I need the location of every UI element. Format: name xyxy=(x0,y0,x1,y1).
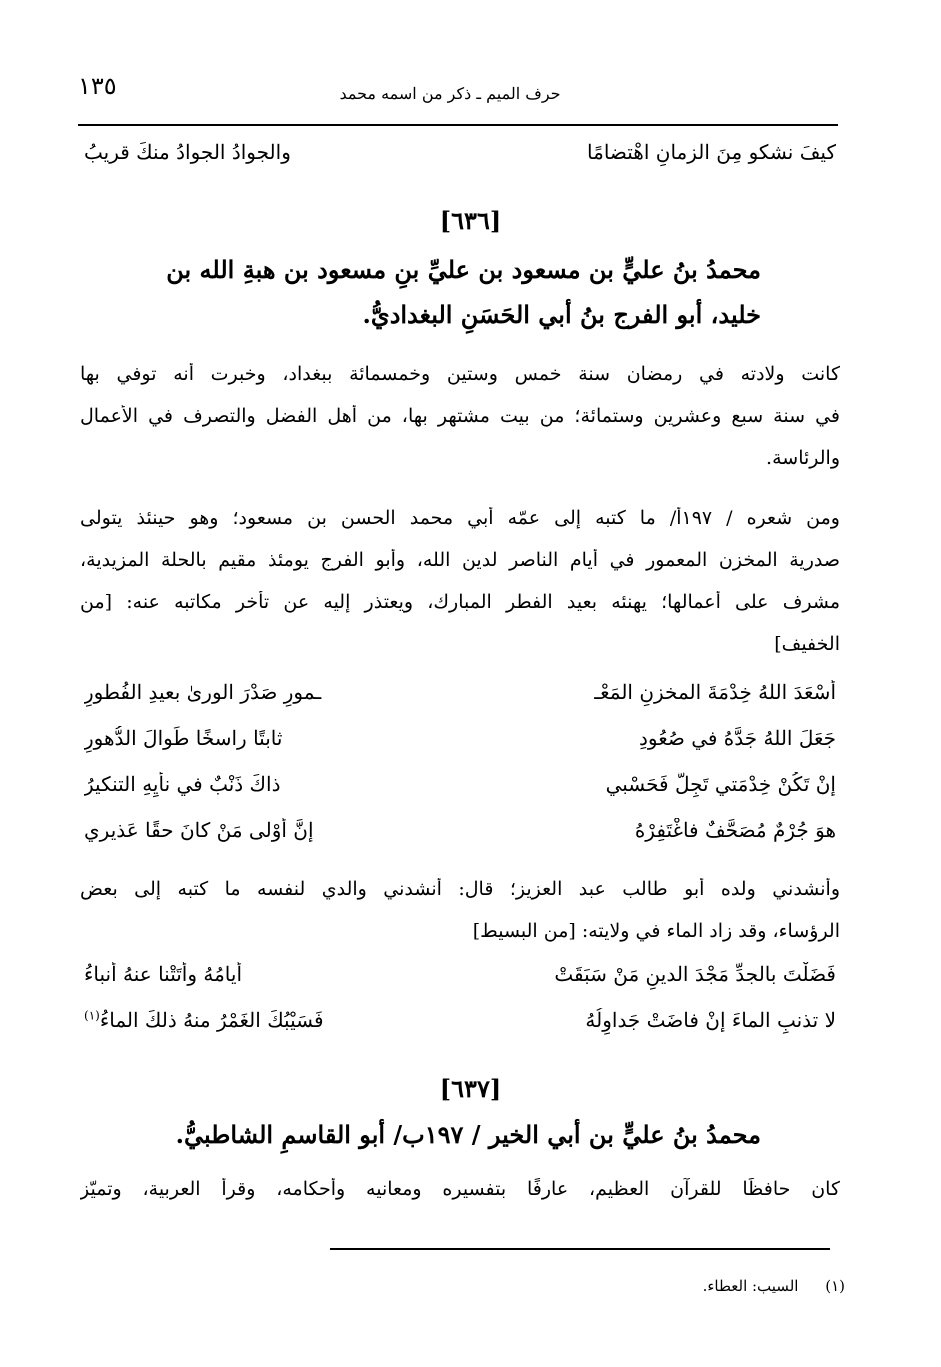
verse-line xyxy=(84,772,836,812)
footnote-text: السيب: العطاء. xyxy=(702,1277,799,1295)
entry-number: [٦٣٦] xyxy=(439,206,502,235)
paragraph-line: كانت ولادته في رمضان سنة خمس وستين وخمسمائة ببغداد، وخبرت أنه توفي بها xyxy=(80,363,840,385)
verse-hemistich-first: إنْ تَكُنْ خِدْمَتي تَجِلُّ فَحَسْبي xyxy=(605,772,836,796)
verse-hemistich-first: جَعَلَ اللهُ جَدَّهُ في صُعُودِ xyxy=(638,726,836,750)
entry-number: [٦٣٧] xyxy=(439,1074,502,1103)
verse-line xyxy=(84,818,836,858)
verse-line xyxy=(84,962,836,1002)
entry-heading-line: خليد، أبو الفرج بنُ أبي الحَسَنِ البغداديُّ. xyxy=(362,300,761,329)
verse-hemistich-first: لا تذنبِ الماءَ إنْ فاضَتْ جَداوِلُهُ xyxy=(585,1008,836,1032)
paragraph-line: الخفيف] xyxy=(774,633,840,655)
verse-hemistich-second: أيامُهُ وأَتَتْنا عنهُ أنباءُ xyxy=(84,962,243,986)
footnote-number: (١) xyxy=(825,1277,845,1295)
paragraph-line: صدرية المخزن المعمور في أيام الناصر لدين الله، وأبو الفرج يومئذ مقيم بالحلة المزيدية، xyxy=(80,549,840,571)
paragraph-line: كان حافظًا للقرآن العظيم، عارفًا بتفسيره ومعانيه وأحكامه، وقرأ العربية، وتميّز xyxy=(80,1178,840,1200)
footnote-rule xyxy=(330,1248,830,1250)
verse-hemistich-first: كيفَ نشكو مِنَ الزمانِ اهْتضامًا xyxy=(587,140,836,164)
verse-hemistich-first: هوَ جُرْمٌ مُصَحَّفٌ فاغْتَفِرْهُ xyxy=(634,818,836,842)
verse-hemistich-first: فَضَلْتَ بالجدِّ مَجْدَ الدينِ مَنْ سَبَقَتْ xyxy=(554,962,836,986)
verse-hemistich-second: والجوادُ الجوادُ منكَ قريبُ xyxy=(84,140,291,164)
verse-hemistich-second xyxy=(84,1008,460,1048)
verse-hemistich-second: ـمورِ صَدْرَ الورىٰ بعيدِ الفُطورِ xyxy=(84,680,322,704)
verse-hemistich-first: أسْعَدَ اللهُ خِدْمَةَ المخزنِ المَعْـ xyxy=(594,680,836,704)
entry-heading-line: محمدُ بنُ عليٍّ بن أبي الخير / ١٩٧ب/ أبو القاسمِ الشاطبيُّ. xyxy=(175,1120,761,1149)
verse-line xyxy=(84,140,836,180)
paragraph-line: وأنشدني ولده أبو طالب عبد العزيز؛ قال: أنشدني والدي لنفسه ما كتبه إلى بعض xyxy=(80,878,840,900)
verse-hemistich-second: ثابتًا راسخًا طَوالَ الدُّهورِ xyxy=(84,726,283,750)
footnote xyxy=(703,1277,845,1295)
paragraph-line: والرئاسة. xyxy=(766,447,840,469)
running-title: حرف الميم ـ ذكر من اسمه محمد xyxy=(339,84,561,103)
paragraph-line: ومن شعره / ١٩٧أ/ ما كتبه إلى عمّه أبي محمد الحسن بن مسعود؛ وهو حينئذ يتولى xyxy=(80,507,840,529)
verse-line xyxy=(84,726,836,766)
footnote-marker: (١) xyxy=(84,1008,100,1023)
verse-hemistich-second: ذاكَ ذَنْبٌ في نأيِهِ التنكيرُ xyxy=(84,772,281,796)
paragraph-line: في سنة سبع وعشرين وستمائة؛ من بيت مشتهر بها، من أهل الفضل والتصرف في الأعمال xyxy=(80,405,840,427)
entry-heading-line: محمدُ بنُ عليٍّ بن مسعود بن عليِّ بنِ مسعود بن هبةِ الله بن xyxy=(166,255,761,284)
verse-text: فَسَيْبُكَ الغَمْرُ منهُ ذلكَ الماءُ xyxy=(99,1008,324,1032)
paragraph-line: الرؤساء، وقد زاد الماء في ولايته: [من البسيط] xyxy=(472,920,840,942)
verse-hemistich-second: إنَّ أوْلى مَنْ كانَ حقًا عَذيري xyxy=(84,818,314,842)
page-number: ١٣٥ xyxy=(78,72,117,100)
verse-line xyxy=(84,680,836,720)
paragraph-line: مشرف على أعمالها؛ يهنئه بعيد الفطر المبارك، ويعتذر إليه عن تأخر مكاتبه عنه: [من xyxy=(80,591,840,613)
header-rule xyxy=(78,124,838,126)
verse-line xyxy=(84,1008,836,1048)
